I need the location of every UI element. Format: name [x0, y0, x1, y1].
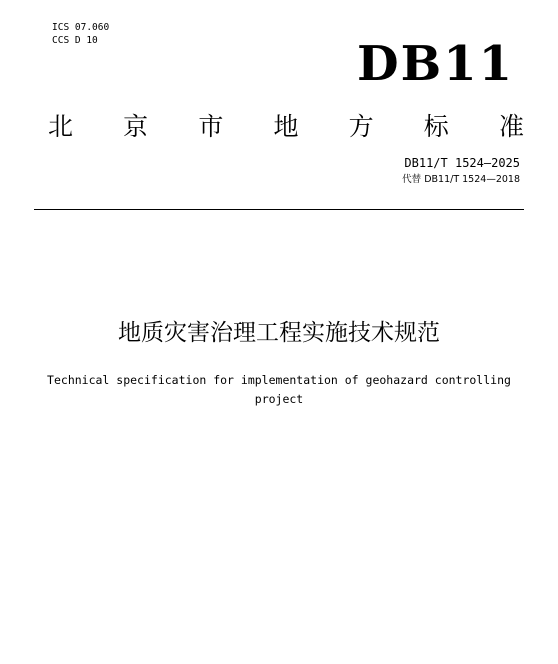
standard-kind-char: 方 [348, 112, 374, 141]
standard-kind-char: 市 [198, 112, 224, 141]
standard-kind-char: 北 [48, 112, 74, 141]
standard-number: DB11/T 1524—2025 [404, 156, 520, 170]
document-title-english: Technical specification for implementation of geohazard controlling project [47, 373, 511, 406]
standard-kind-char: 地 [273, 112, 299, 141]
classification-codes [52, 21, 109, 47]
document-title-chinese: 地质灾害治理工程实施技术规范 [118, 320, 440, 346]
standard-kind [48, 110, 524, 144]
standard-kind-char: 京 [123, 112, 149, 141]
standard-kind-char: 标 [423, 112, 449, 141]
standard-kind-char: 准 [498, 112, 524, 141]
standard-mark: DB11 [357, 36, 514, 92]
ccs-code: CCS D 10 [52, 35, 98, 46]
ics-code: ICS 07.060 [52, 22, 110, 33]
replaces-note: 代替 DB11/T 1524—2018 [402, 174, 520, 185]
header-divider [34, 209, 524, 210]
